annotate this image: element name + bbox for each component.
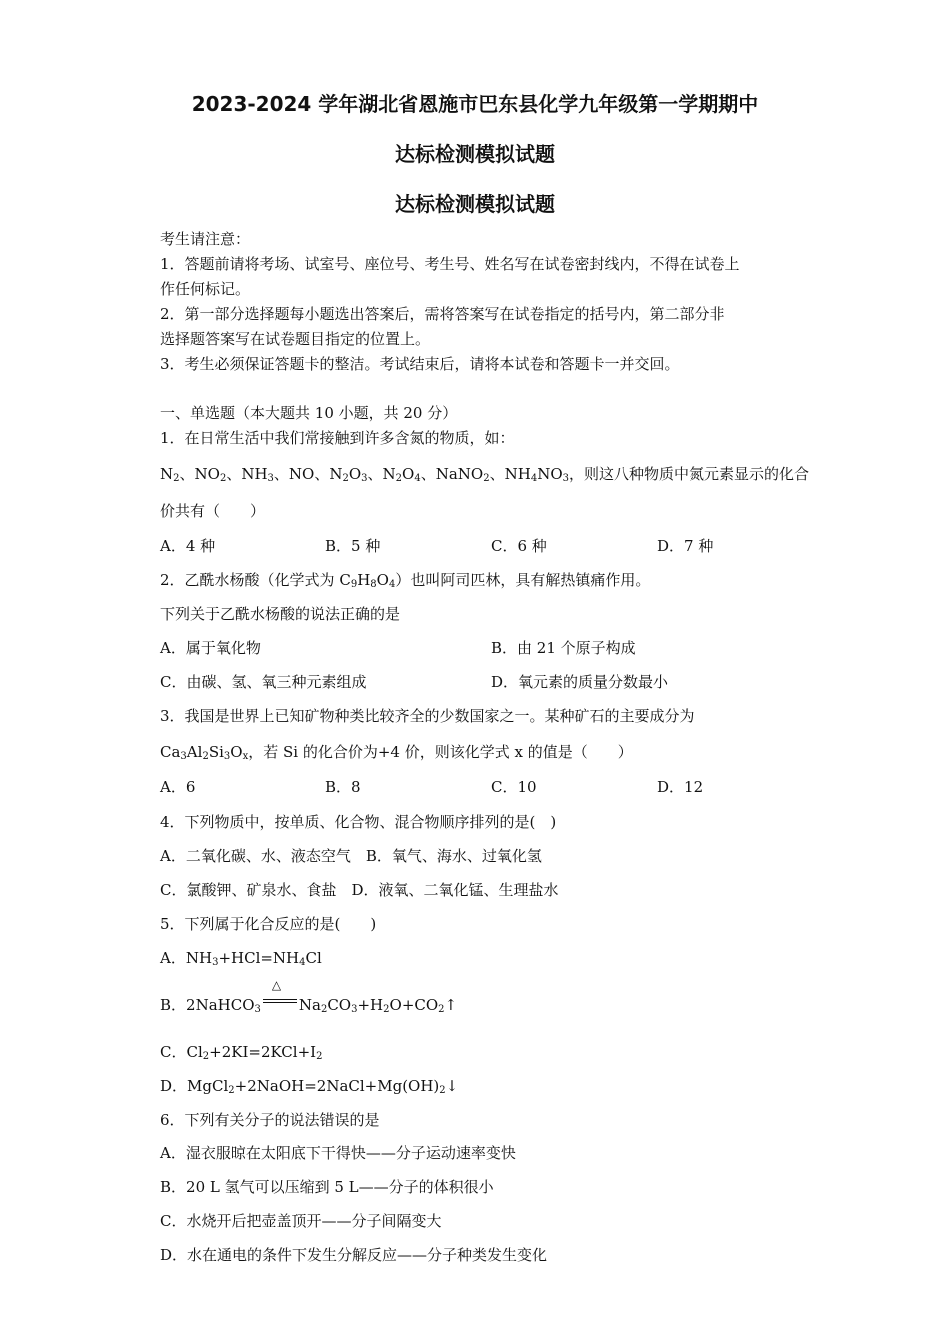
q4-stem: 4．下列物质中，按单质、化合物、混合物顺序排列的是( ) [160,813,557,831]
exam-title-line2: 达标检测模拟试题 [395,142,555,166]
notice-item-1a: 1．答题前请将考场、试室号、座位号、考生号、姓名写在试卷密封线内，不得在试卷上 [160,255,740,273]
notice-item-1b: 作任何标记。 [160,280,251,298]
q1-option-b[interactable]: B．5 种 [325,537,381,555]
q6-option-d[interactable]: D．水在通电的条件下发生分解反应——分子种类发生变化 [160,1246,548,1264]
q5-option-a-label: A． [160,949,186,967]
q5-option-d-label: D． [160,1077,188,1095]
q1-stem-tail: ，则这八种物质中氮元素显示的化合 [569,465,810,483]
heat-condition-equals [263,978,297,1010]
q6-option-c[interactable]: C．水烧开后把壶盖顶开——分子间隔变大 [160,1212,442,1230]
q5-option-a[interactable]: A．$NH_3+HCl=NH_4Cl$ [160,949,322,968]
notice-header: 考生请注意： [160,230,251,248]
q1-option-c[interactable]: C．6 种 [491,537,547,555]
q5-stem: 5．下列属于化合反应的是( ) [160,915,377,933]
exam-title-line1: 2023-2024 学年湖北省恩施市巴东县化学九年级第一学期期中 [191,92,759,116]
exam-title-line3: 达标检测模拟试题 [395,192,555,216]
q5-option-b-label: B． [160,996,187,1014]
q5-option-c[interactable]: C．$Cl_2+2KI=2KCl+I_2$ [160,1043,323,1062]
heat-triangle-icon: △ [271,978,282,992]
q2-option-c[interactable]: C．由碳、氢、氧三种元素组成 [160,673,367,691]
q2-stem: 2．乙酰水杨酸（化学式为 $C_9H_8O_4$）也叫阿司匹林，具有解热镇痛作用。 [160,571,651,590]
q5-option-c-label: C． [160,1043,187,1061]
notice-item-3: 3．考生必须保证答题卡的整洁。考试结束后，请将本试卷和答题卡一并交回。 [160,355,680,373]
q1-formulas: $N_2$、$NO_2$、$NH_3$、NO、$N_2O_3$、$N_2O_4$、NaNO$_2$、$NH_4NO_3$，则这八种物质中氮元素显示的化合 [160,465,810,484]
q6-option-a[interactable]: A．湿衣服晾在太阳底下干得快——分子运动速率变快 [160,1144,516,1162]
q2-stem-2: 下列关于乙酰水杨酸的说法正确的是 [160,605,401,623]
q2-option-d[interactable]: D．氧元素的质量分数最小 [491,673,669,691]
q2-stem-part2: ）也叫阿司匹林，具有解热镇痛作用。 [395,571,651,589]
q1-option-a[interactable]: A．4 种 [160,537,216,555]
q2-option-b[interactable]: B．由 21 个原子构成 [491,639,636,657]
q2-option-a[interactable]: A．属于氧化物 [160,639,261,657]
q5-option-d[interactable]: D．$MgCl_2+2NaOH=2NaCl+Mg(OH)_2↓$ [160,1077,459,1096]
q3-option-d[interactable]: D．12 [657,778,704,796]
q3-option-b[interactable]: B．8 [325,778,361,796]
q5-option-b[interactable]: B．2NaHCO$_3$ △ $Na_2CO_3+H_2O+CO_2↑$ [160,978,458,1015]
q3-option-a[interactable]: A．6 [160,778,196,796]
q4-options-cd[interactable]: C．氯酸钾、矿泉水、食盐 D．液氧、二氧化锰、生理盐水 [160,881,559,899]
q6-stem: 6．下列有关分子的说法错误的是 [160,1111,380,1129]
q2-stem-part1: 2．乙酰水杨酸（化学式为 [160,571,340,589]
q3-stem-tail: ，若 Si 的化合价为+4 价，则该化学式 x 的值是（ ） [248,743,633,761]
q1-option-d[interactable]: D．7 种 [657,537,714,555]
section-heading: 一、单选题（本大题共 10 小题，共 20 分） [160,404,458,422]
notice-item-2b: 选择题答案写在试卷题目指定的位置上。 [160,330,431,348]
q1-stem: 1．在日常生活中我们常接触到许多含氮的物质，如： [160,429,515,447]
q4-options-ab[interactable]: A．二氧化碳、水、液态空气 B．氧气、海水、过氧化氢 [160,847,542,865]
q3-formula: $Ca_3Al_2Si_3O_x$，若 Si 的化合价为+4 价，则该化学式 x 的值是（ ） [160,743,633,762]
q3-option-c[interactable]: C．10 [491,778,537,796]
q3-stem: 3．我国是世界上已知矿物种类比较齐全的少数国家之一。某种矿石的主要成分为 [160,707,695,725]
notice-item-2a: 2．第一部分选择题每小题选出答案后，需将答案写在试卷指定的括号内，第二部分非 [160,305,725,323]
q6-option-b[interactable]: B．20 L 氢气可以压缩到 5 L——分子的体积很小 [160,1178,494,1196]
q1-stem-end: 价共有（ ） [160,502,266,520]
